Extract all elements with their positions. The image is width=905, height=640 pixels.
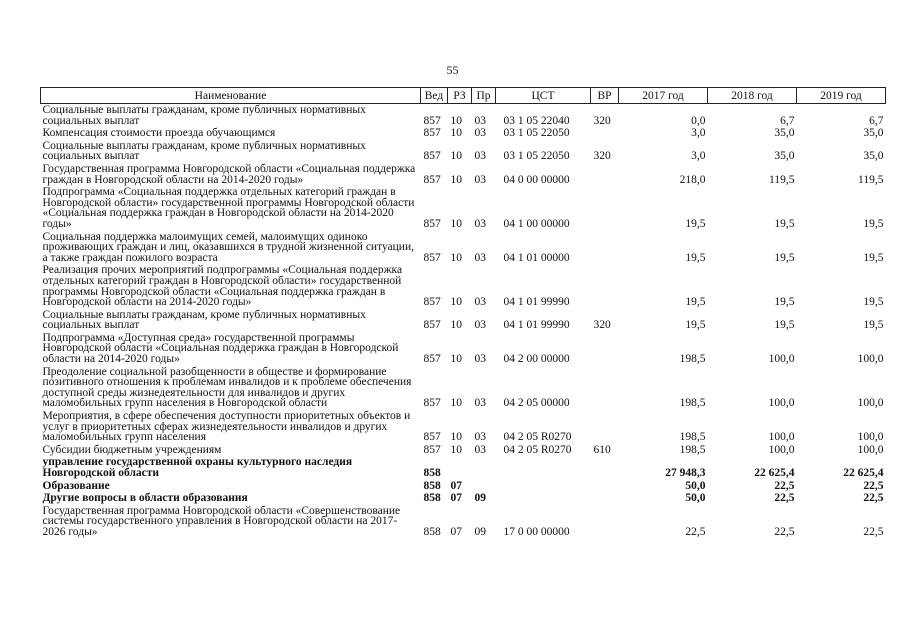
- cell-name: Социальные выплаты гражданам, кроме публичных нормативных социальных выплат: [42, 139, 366, 163]
- cell-2017: 218,0: [679, 173, 706, 186]
- table-row: [41, 505, 886, 539]
- cell-vr: [591, 186, 619, 230]
- table-row: [41, 410, 886, 444]
- cell-rz: 10: [450, 296, 462, 309]
- cell-vr: [591, 456, 619, 479]
- cell-pr: 03: [474, 150, 486, 163]
- page-number: 55: [446, 63, 459, 77]
- table-row: [41, 492, 886, 505]
- header-2018: 2018 год: [708, 88, 797, 104]
- cell-2019: 6,7: [869, 114, 884, 127]
- cell-2018: 100,0: [768, 431, 795, 444]
- cell-cst: 04 0 00 00000: [503, 173, 570, 186]
- cell-pr: 03: [474, 319, 486, 332]
- cell-name: Социальная поддержка малоимущих семей, малоимущих одиноко проживающих граждан и лиц, оказавшихся в трудной жизненной ситуации, а также граждан пожилого возраста: [42, 230, 414, 264]
- cell-ved: 857: [423, 443, 441, 456]
- cell-pr: 09: [474, 525, 486, 538]
- cell-2019: 100,0: [857, 431, 884, 444]
- cell-2019: 22 625,4: [843, 467, 884, 479]
- cell-cst: 03 1 05 22050: [503, 150, 570, 163]
- cell-2019: 100,0: [857, 397, 884, 410]
- cell-ved: 857: [423, 319, 441, 332]
- cell-2019: 19,5: [863, 319, 884, 332]
- cell-2018: 19,5: [774, 319, 795, 332]
- table-body: [41, 104, 886, 539]
- table-row: [41, 127, 886, 140]
- cell-2018: 22,5: [774, 479, 795, 492]
- cell-ved: 857: [423, 296, 441, 309]
- cell-2019: 119,5: [858, 173, 884, 186]
- cell-ved: 858: [423, 479, 441, 492]
- cell-2018: 22,5: [774, 492, 795, 505]
- cell-pr: 03: [474, 114, 486, 127]
- cell-2018: 6,7: [780, 114, 795, 127]
- cell-2019: 19,5: [863, 296, 884, 309]
- cell-2018: 100,0: [768, 443, 795, 456]
- cell-name: Преодоление социальной разобщенности в обществе и формирование позитивного отношения к проблемам инвалидов и к проблеме обеспечения доступной среды жизнедеятельности для инвалидов и других маломобильных групп населения в Новгородской области: [42, 365, 412, 410]
- cell-2019: 19,5: [863, 251, 884, 264]
- cell-rz: [448, 456, 472, 479]
- cell-2017: 198,5: [679, 443, 706, 456]
- cell-ved: 857: [423, 127, 441, 140]
- cell-2017: 22,5: [685, 525, 706, 538]
- cell-name: Социальные выплаты гражданам, кроме публичных нормативных социальных выплат: [42, 308, 366, 332]
- table-row: [41, 366, 886, 410]
- cell-pr: 03: [474, 127, 486, 140]
- cell-2018: 35,0: [774, 127, 795, 140]
- cell-vr: 320: [593, 150, 611, 163]
- cell-pr: 09: [474, 492, 486, 505]
- cell-rz: 10: [450, 150, 462, 163]
- cell-cst: 04 1 01 00000: [503, 251, 570, 264]
- cell-rz: 10: [450, 217, 462, 230]
- table-row: [41, 332, 886, 366]
- cell-2017: 3,0: [691, 127, 706, 140]
- cell-2018: 119,5: [769, 173, 795, 186]
- cell-vr: [591, 480, 619, 493]
- cell-pr: 03: [474, 397, 486, 410]
- cell-name: Субсидии бюджетным учреждениям: [42, 443, 222, 456]
- cell-pr: 03: [474, 443, 486, 456]
- budget-table: [40, 87, 886, 539]
- header-2019: 2019 год: [797, 88, 886, 104]
- cell-pr: 03: [474, 296, 486, 309]
- cell-vr: [591, 127, 619, 140]
- cell-2018: 22,5: [774, 525, 795, 538]
- cell-2017: 19,5: [685, 251, 706, 264]
- cell-rz: 07: [450, 525, 462, 538]
- cell-2019: 22,5: [863, 479, 884, 492]
- table-row: [41, 140, 886, 163]
- cell-name: Подпрограмма «Доступная среда» государственной программы Новгородской области «Социальная поддержка граждан в Новгородской области на 2014-2020 годы»: [42, 331, 399, 366]
- cell-2017: 3,0: [691, 150, 706, 163]
- table-row: [41, 231, 886, 265]
- cell-vr: [591, 231, 619, 265]
- cell-rz: 10: [450, 114, 462, 127]
- cell-pr: 03: [474, 173, 486, 186]
- cell-rz: 10: [450, 127, 462, 140]
- cell-rz: 10: [450, 173, 462, 186]
- cell-2019: 35,0: [863, 127, 884, 140]
- cell-cst: [496, 492, 591, 505]
- cell-2019: 19,5: [863, 217, 884, 230]
- cell-vr: [591, 505, 619, 539]
- cell-ved: 857: [423, 353, 441, 366]
- cell-2017: 50,0: [685, 479, 706, 492]
- cell-pr: 03: [474, 251, 486, 264]
- cell-2019: 22,5: [863, 492, 884, 505]
- cell-2017: 198,5: [679, 397, 706, 410]
- cell-name: Государственная программа Новгородской области «Социальная поддержка граждан в Новгородской области на 2014-2020 годы»: [42, 162, 416, 186]
- cell-ved: 858: [423, 525, 441, 538]
- header-pr: Пр: [472, 88, 496, 104]
- cell-cst: 04 2 05 00000: [503, 397, 570, 410]
- cell-2017: 198,5: [679, 353, 706, 366]
- cell-2019: 100,0: [857, 443, 884, 456]
- cell-vr: [591, 492, 619, 505]
- cell-vr: 610: [593, 443, 611, 456]
- cell-name: Образование: [42, 479, 110, 492]
- cell-rz: 10: [450, 397, 462, 410]
- cell-2017: 27 948,3: [665, 467, 706, 479]
- cell-name: Государственная программа Новгородской области «Совершенствование системы государственного управления в Новгородской области на 2017-2026 годы»: [42, 504, 401, 538]
- header-cst: ЦСТ: [496, 88, 591, 104]
- header-vr: ВР: [591, 88, 619, 104]
- cell-vr: [591, 332, 619, 366]
- cell-2018: 19,5: [774, 251, 795, 264]
- cell-2019: 100,0: [857, 353, 884, 366]
- cell-name: Компенсация стоимости проезда обучающимся: [42, 127, 276, 140]
- cell-pr: 03: [474, 353, 486, 366]
- cell-2018: 22 625,4: [754, 467, 795, 479]
- cell-ved: 858: [423, 467, 441, 479]
- cell-vr: 320: [593, 114, 611, 127]
- table-row: [41, 186, 886, 230]
- cell-cst: 04 2 00 00000: [503, 353, 570, 366]
- cell-2017: 19,5: [685, 319, 706, 332]
- cell-name: Другие вопросы в области образования: [42, 492, 248, 505]
- cell-rz: 10: [450, 353, 462, 366]
- cell-2018: 35,0: [774, 150, 795, 163]
- cell-vr: [591, 366, 619, 410]
- cell-name: Мероприятия, в сфере обеспечения доступности приоритетных объектов и услуг в приоритетных сферах жизнедеятельности инвалидов и других маломобильных групп населения: [42, 410, 411, 444]
- cell-2018: 19,5: [774, 296, 795, 309]
- cell-cst: 04 2 05 R0270: [503, 431, 572, 444]
- cell-cst: [496, 456, 591, 479]
- cell-name: управление государственной охраны культурного наследия Новгородской области: [42, 456, 353, 479]
- cell-cst: 17 0 00 00000: [503, 525, 570, 538]
- table-row: [41, 480, 886, 493]
- table-header-row: [41, 88, 886, 104]
- cell-cst: [496, 480, 591, 493]
- cell-name: Реализация прочих мероприятий подпрограммы «Социальная поддержка отдельных категорий граждан в Новгородской области» государственной программы Новгородской области «Социальная поддержка граждан в Новгородской области на 2014-2020 годы»: [42, 264, 403, 309]
- table-row: [41, 264, 886, 308]
- cell-name: Подпрограмма «Социальная поддержка отдельных категорий граждан в Новгородской области» государственной программы Новгородской области «Социальная поддержка граждан в Новгородской области на 2014-2020 годы»: [42, 186, 415, 230]
- cell-pr: 03: [474, 431, 486, 444]
- cell-rz: 07: [450, 492, 462, 505]
- cell-rz: 10: [450, 443, 462, 456]
- cell-ved: 857: [423, 217, 441, 230]
- cell-2018: 19,5: [774, 217, 795, 230]
- table-row: [41, 444, 886, 457]
- header-ved: Вед: [421, 88, 448, 104]
- cell-cst: 04 1 01 99990: [503, 296, 570, 309]
- cell-rz: 10: [450, 431, 462, 444]
- cell-rz: 10: [450, 251, 462, 264]
- cell-ved: 857: [423, 114, 441, 127]
- cell-2019: 35,0: [863, 150, 884, 163]
- cell-rz: 07: [450, 479, 462, 492]
- cell-cst: 04 2 05 R0270: [503, 443, 572, 456]
- cell-cst: 04 1 01 99990: [503, 319, 570, 332]
- cell-2017: 198,5: [679, 431, 706, 444]
- header-name: Наименование: [41, 88, 421, 104]
- table-row: [41, 456, 886, 479]
- header-rz: РЗ: [448, 88, 472, 104]
- cell-name: Социальные выплаты гражданам, кроме публичных нормативных социальных выплат: [42, 104, 366, 127]
- cell-vr: [591, 410, 619, 444]
- cell-2017: 19,5: [685, 217, 706, 230]
- table-row: [41, 163, 886, 186]
- cell-2018: 100,0: [768, 397, 795, 410]
- cell-cst: 03 1 05 22040: [503, 114, 570, 127]
- cell-ved: 857: [423, 251, 441, 264]
- cell-vr: 320: [593, 319, 611, 332]
- cell-2018: 100,0: [768, 353, 795, 366]
- cell-2017: 50,0: [685, 492, 706, 505]
- cell-ved: 857: [423, 431, 441, 444]
- cell-pr: [472, 456, 496, 479]
- cell-vr: [591, 163, 619, 186]
- cell-vr: [591, 264, 619, 308]
- cell-ved: 858: [423, 492, 441, 505]
- header-2017: 2017 год: [619, 88, 708, 104]
- cell-rz: 10: [450, 319, 462, 332]
- cell-2017: 19,5: [685, 296, 706, 309]
- cell-ved: 857: [423, 173, 441, 186]
- cell-pr: [472, 480, 496, 493]
- cell-2019: 22,5: [863, 525, 884, 538]
- table-row: [41, 309, 886, 332]
- cell-2017: 0,0: [691, 114, 706, 127]
- cell-pr: 03: [474, 217, 486, 230]
- cell-ved: 857: [423, 397, 441, 410]
- cell-cst: 04 1 00 00000: [503, 217, 570, 230]
- cell-cst: 03 1 05 22050: [503, 127, 570, 140]
- table-row: [41, 104, 886, 128]
- cell-ved: 857: [423, 150, 441, 163]
